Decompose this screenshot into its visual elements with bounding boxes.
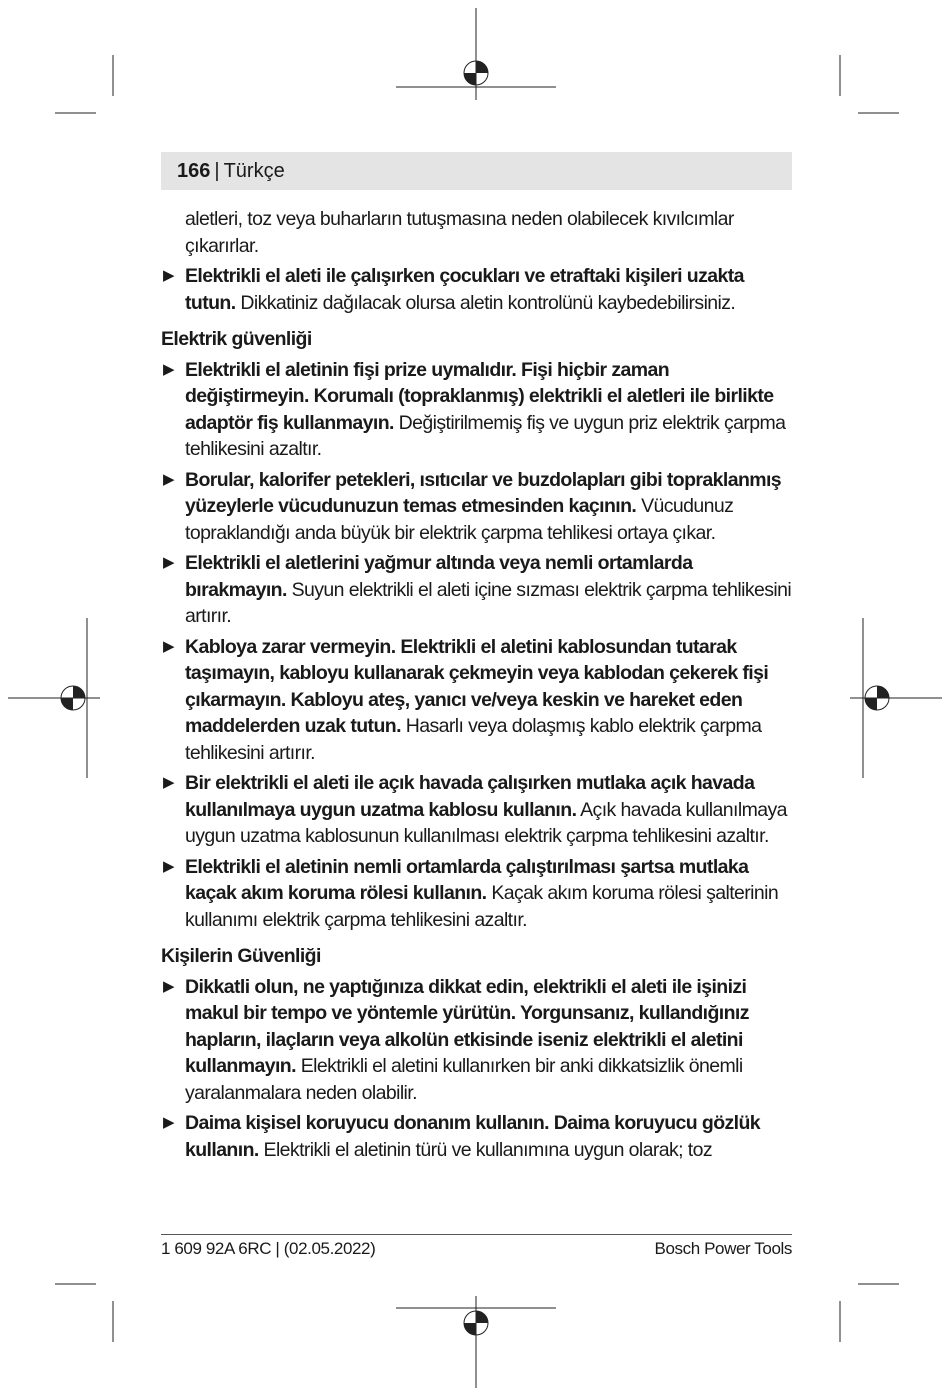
safety-item — [161, 550, 792, 630]
item-bold-text: Elektrikli el aletlerini yağmur altında veya nemli ortamlarda bırakmayın. — [185, 552, 693, 601]
item-normal-text: Değiştirilmemiş fiş ve uygun priz elektrik çarpma tehlikesini azaltır. — [185, 411, 786, 460]
page-content — [161, 206, 792, 1167]
safety-item — [161, 854, 792, 934]
item-normal-text: Açık havada kullanılmaya uygun uzatma kablosunun kullanılması elektrik çarpma tehlikesini azaltır. — [185, 798, 787, 847]
safety-item — [161, 974, 792, 1107]
item-bold-text: Daima kişisel koruyucu donanım kullanın. Daima koruyucu gözlük kullanın. — [185, 1112, 761, 1161]
bullet-arrow-icon: ▶ — [163, 1114, 174, 1131]
item-bold-text: Bir elektrikli el aleti ile açık havada çalışırken mutlaka açık havada kullanılmaya uygun uzatma kablosu kullanın. — [185, 772, 755, 821]
safety-item — [161, 1110, 792, 1163]
item-normal-text: Elektrikli el aletinin türü ve kullanımına uygun olarak; toz — [263, 1138, 713, 1161]
safety-item — [161, 634, 792, 767]
page-header — [161, 152, 792, 190]
bullet-arrow-icon: ▶ — [163, 977, 174, 995]
header-language: Türkçe — [223, 159, 285, 182]
item-bold-text: Elektrikli el aletinin nemli ortamlarda çalıştırılması şartsa mutlaka kaçak akım koruma rölesi kullanın. — [185, 855, 749, 904]
bullet-arrow-icon: ▶ — [163, 554, 174, 571]
item-bold-text: Borular, kalorifer petekleri, ısıtıcılar ve buzdolapları gibi topraklanmış yüzeylerle vücudunuzun temas etmesinden kaçının. — [185, 468, 782, 517]
bullet-arrow-icon: ▶ — [163, 857, 174, 875]
intro-list — [161, 263, 792, 316]
section-title: Kişilerin Güvenliği — [161, 945, 321, 967]
page-footer — [161, 1234, 792, 1259]
header-separator: | — [214, 159, 220, 182]
item-normal-text: Vücudunuz topraklandığı anda büyük bir elektrik çarpma tehlikesi ortaya çıkar. — [185, 495, 734, 544]
bullet-arrow-icon: ▶ — [163, 470, 174, 488]
intro-continuation: aletleri, toz veya buharların tutuşmasına neden olabilecek kıvılcımlar çıkarırlar. — [185, 208, 734, 257]
section-title: Elektrik güvenliği — [161, 328, 312, 350]
page-number: 166 — [177, 159, 211, 182]
item-normal-text: Elektrikli el aletini kullanırken bir anki dikkatsizlik önemli yaralanmalara neden olabilir. — [185, 1055, 743, 1104]
item-normal-text: Dikkatiniz dağılacak olursa aletin kontrolünü kaybedebilirsiniz. — [240, 291, 736, 314]
bullet-arrow-icon: ▶ — [163, 360, 174, 378]
safety-item — [161, 467, 792, 547]
item-normal-text: Kaçak akım koruma rölesi şalterinin kullanımı elektrik çarpma tehlikesini azaltır. — [185, 882, 779, 931]
safety-item — [161, 770, 792, 850]
safety-item — [161, 357, 792, 463]
sections — [161, 326, 792, 1163]
item-bold-text: Kabloya zarar vermeyin. Elektrikli el aletini kablosundan tutarak taşımayın, kabloyu kullanarak çekmeyin veya kablodan çekerek fişi çıkarmayın. Kabloyu ateş, yanıcı ve/veya keskin ve hareket eden maddelerden uzak tutun. — [185, 635, 769, 737]
footer-doc-number: 1 609 92A 6RC | (02.05.2022) — [161, 1239, 376, 1258]
bullet-arrow-icon: ▶ — [163, 637, 174, 655]
safety-item — [161, 263, 792, 316]
footer-brand: Bosch Power Tools — [654, 1239, 792, 1258]
item-bold-text: Dikkatli olun, ne yaptığınıza dikkat edin, elektrikli el aleti ile işinizi makul bir tempo ve yöntemle yürütün. Yorgunsanız, kullandığınız hapların, ilaçların veya alkolün etkisinde iseniz elektrikli el aletini kullanmayın. — [185, 975, 749, 1077]
item-normal-text: Hasarlı veya dolaşmış kablo elektrik çarpma tehlikesini artırır. — [185, 715, 762, 764]
item-bold-text: Elektrikli el aletinin fişi prize uymalıdır. Fişi hiçbir zaman değiştirmeyin. Korumalı (topraklanmış) elektrikli el aletleri ile birlikte adaptör fiş kullanmayın. — [185, 358, 774, 434]
item-bold-text: Elektrikli el aleti ile çalışırken çocukları ve etraftaki kişileri uzakta tutun. — [185, 265, 744, 314]
bullet-arrow-icon: ▶ — [163, 774, 174, 791]
item-normal-text: Suyun elektrikli el aleti içine sızması elektrik çarpma tehlikesini artırır. — [185, 578, 792, 627]
bullet-arrow-icon: ▶ — [163, 267, 174, 284]
